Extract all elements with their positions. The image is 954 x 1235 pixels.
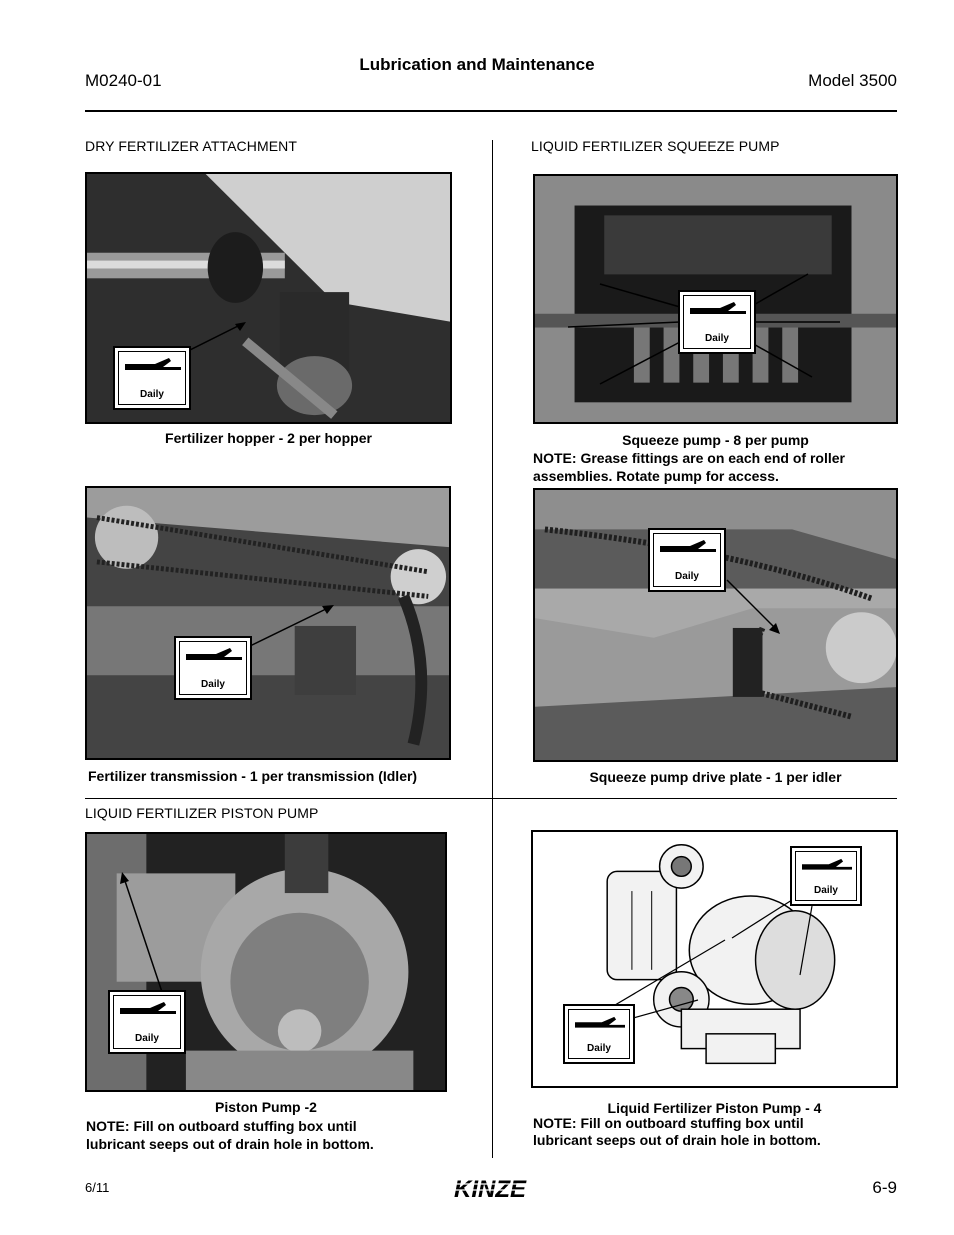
section-label-piston: LIQUID FERTILIZER PISTON PUMP [85,805,319,821]
daily-badge-label: Daily [201,679,225,690]
grease-gun-icon [186,646,242,666]
grease-gun-icon [575,1014,625,1034]
daily-badge-label: Daily [140,389,164,400]
caption-piston-diagram: Liquid Fertilizer Piston Pump - 4 [607,1100,822,1116]
daily-badge [108,990,186,1054]
daily-badge-label: Daily [587,1043,611,1054]
note-diagram-1: NOTE: Fill on outboard stuffing box until [533,1115,804,1131]
doc-number: M0240-01 [85,71,162,90]
header-rule [85,110,897,112]
note-piston-1: NOTE: Fill on outboard stuffing box until [86,1118,357,1134]
grease-gun-icon [660,538,716,558]
caption-transmission: Fertilizer transmission - 1 per transmission (Idler) [88,768,418,784]
daily-badge-label: Daily [675,571,699,582]
note-diagram-2: lubricant seeps out of drain hole in bottom. [533,1132,821,1148]
note-piston-2: lubricant seeps out of drain hole in bottom. [86,1136,374,1152]
piston-pointer-arrows [120,870,180,1010]
grease-gun-icon [690,300,746,320]
section-label-squeeze: LIQUID FERTILIZER SQUEEZE PUMP [531,138,780,154]
model-name: Model 3500 [808,71,897,90]
daily-badge-label: Daily [705,333,729,344]
daily-badge [648,528,726,592]
kinze-logo [430,1175,550,1203]
grease-gun-icon [802,856,852,876]
note-squeeze-1: NOTE: Grease fittings are on each end of roller [533,450,845,466]
daily-badge [174,636,252,700]
transmission-pointer-arrow [248,600,338,650]
daily-badge [790,846,862,906]
daily-badge [678,290,756,354]
grease-gun-icon [120,1000,176,1020]
daily-badge [563,1004,635,1064]
column-divider [492,140,493,1158]
caption-drive-plate: Squeeze pump drive plate - 1 per idler [589,769,842,785]
note-squeeze-2: assemblies. Rotate pump for access. [533,468,779,484]
section-rule [85,798,897,799]
page-title: Lubrication and Maintenance [359,55,595,74]
daily-badge [113,346,191,410]
daily-badge-label: Daily [814,885,838,896]
caption-piston-photo: Piston Pump -2 [215,1099,317,1115]
kinze-logo-text: KINZE [454,1176,526,1203]
grease-gun-icon [125,356,181,376]
drive-plate-pointer-arrow [725,578,785,638]
page-number: 6-9 [872,1178,897,1197]
hopper-pointer-arrow [190,318,250,358]
caption-squeeze-pump: Squeeze pump - 8 per pump [622,432,809,448]
caption-hopper: Fertilizer hopper - 2 per hopper [165,430,372,446]
footer-date: 6/11 [85,1180,110,1195]
section-label-dry: DRY FERTILIZER ATTACHMENT [85,138,298,154]
daily-badge-label: Daily [135,1033,159,1044]
